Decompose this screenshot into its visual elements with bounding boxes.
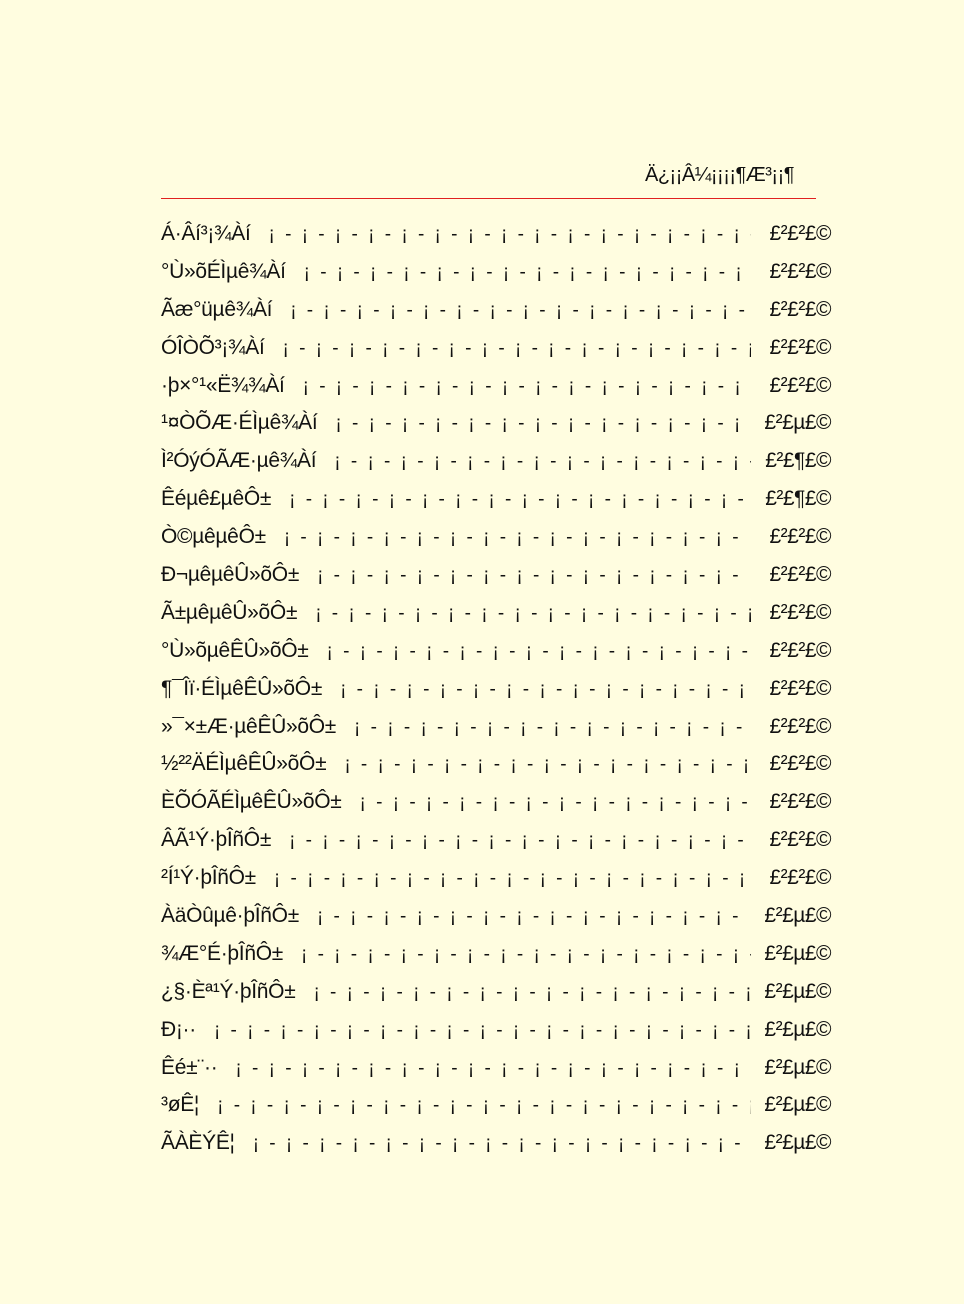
running-header: Ä¿¡¡Â¼¡¡¡¡¶Æ³¡¡¶ [644, 164, 794, 186]
toc-entry[interactable] [161, 639, 831, 677]
toc-entry[interactable] [161, 1093, 831, 1131]
toc-dot-leader [317, 565, 751, 587]
toc-entry-page-number: £²£µ£© [764, 904, 831, 928]
toc-dot-leader [334, 451, 751, 473]
toc-entry[interactable] [161, 752, 831, 790]
toc-entry-page-number: £²£²£© [769, 525, 831, 549]
toc-entry-title: ÃÀÈÝÊ¦ [161, 1131, 235, 1155]
toc-entry[interactable] [161, 298, 831, 336]
toc-entry-page-number: £²£²£© [769, 752, 831, 776]
toc-entry-title: Ì²ÓýÓÃÆ·µê¾Àí [161, 449, 317, 473]
toc-dot-leader [289, 830, 751, 852]
toc-entry-title: Á·Âí³¡¾Àí [161, 222, 251, 245]
toc-entry-title: Ò©µêµêÔ± [161, 525, 266, 549]
toc-entry[interactable] [161, 980, 831, 1018]
toc-dot-leader [360, 792, 752, 814]
toc-entry-title: °Ù»õµêÊÛ»õÔ± [161, 638, 309, 662]
toc-dot-leader [335, 413, 751, 435]
toc-entry[interactable] [161, 1018, 831, 1056]
toc-dot-leader [268, 224, 751, 246]
toc-dot-leader [344, 754, 751, 776]
toc-entry-page-number: £²£¶£© [765, 449, 831, 473]
toc-entry[interactable] [161, 1056, 831, 1094]
toc-dot-leader [217, 1095, 751, 1117]
toc-entry-page-number: £²£¶£© [765, 487, 831, 511]
toc-entry[interactable] [161, 222, 831, 260]
toc-entry-page-number: £²£²£© [769, 600, 831, 624]
toc-entry-title: ÀäÒûµê·þÎñÔ± [161, 904, 299, 928]
toc-entry-title: ¾Æ°É·þÎñÔ± [161, 941, 283, 965]
toc-entry[interactable] [161, 374, 831, 412]
toc-dot-leader [315, 603, 751, 625]
header-rule [161, 198, 816, 199]
toc-entry[interactable] [161, 942, 831, 980]
toc-entry-title: Ð¡·· [161, 1017, 196, 1041]
toc-entry[interactable] [161, 1131, 831, 1169]
toc-entry-page-number: £²£²£© [769, 563, 831, 587]
toc-entry-title: ¹¤ÒÕÆ·ÉÌµê¾Àí [161, 411, 318, 435]
toc-entry-page-number: £²£²£© [769, 790, 831, 814]
toc-entry-page-number: £²£²£© [769, 866, 831, 890]
toc-entry-page-number: £²£²£© [769, 638, 831, 662]
toc-entry-page-number: £²£²£© [769, 335, 831, 359]
toc-entry-page-number: £²£²£© [769, 373, 831, 397]
toc-entry-title: ÓÎÒÕ³¡¾Àí [161, 335, 265, 359]
toc-entry-title: ÈÕÓÃÉÌµêÊÛ»õÔ± [161, 790, 342, 814]
toc-entry-title: ³øÊ¦ [161, 1093, 200, 1117]
toc-dot-leader [282, 338, 751, 360]
toc-entry[interactable] [161, 828, 831, 866]
toc-entry[interactable] [161, 411, 831, 449]
toc-entry-page-number: £²£²£© [769, 828, 831, 852]
toc-dot-leader [303, 376, 751, 398]
toc-dot-leader [327, 641, 752, 663]
toc-entry-page-number: £²£²£© [769, 222, 831, 245]
toc-entry-title: ¶¯Îï·ÉÌµêÊÛ»õÔ± [161, 676, 323, 700]
toc-entry-title: ·þ×°¹«Ë¾¾Àí [161, 373, 285, 397]
toc-entry-page-number: £²£²£© [769, 714, 831, 738]
toc-entry-title: Ã±µêµêÛ»õÔ± [161, 600, 298, 624]
toc-dot-leader [340, 679, 751, 701]
toc-entry-page-number: £²£µ£© [764, 411, 831, 435]
toc-entry-page-number: £²£²£© [769, 676, 831, 700]
toc-entry-title: ²Í¹Ý·þÎñÔ± [161, 866, 256, 890]
toc-entry-page-number: £²£µ£© [764, 1131, 831, 1155]
toc-entry-title: »¯×±Æ·µêÊÛ»õÔ± [161, 714, 337, 738]
toc-entry-title: Êéµê£µêÔ± [161, 487, 272, 511]
toc-entry[interactable] [161, 601, 831, 639]
toc-entry[interactable] [161, 790, 831, 828]
toc-entry-page-number: £²£µ£© [764, 1017, 831, 1041]
toc-entry-page-number: £²£µ£© [764, 941, 831, 965]
toc-entry-page-number: £²£²£© [769, 259, 831, 283]
toc-dot-leader [214, 1020, 751, 1042]
toc-entry-page-number: £²£µ£© [764, 979, 831, 1003]
toc-entry-title: ÂÃ¹Ý·þÎñÔ± [161, 828, 272, 852]
toc-dot-leader [289, 489, 751, 511]
toc-dot-leader [304, 262, 751, 284]
toc-entry-title: Êé±¨·· [161, 1055, 218, 1079]
table-of-contents [161, 222, 831, 1169]
toc-entry-title: ¿§·Èª¹Ý·þÎñÔ± [161, 979, 296, 1003]
toc-entry[interactable] [161, 866, 831, 904]
toc-dot-leader [235, 1058, 751, 1080]
toc-entry[interactable] [161, 449, 831, 487]
toc-entry-title: ½²²ÄÉÌµêÊÛ»õÔ± [161, 752, 327, 776]
toc-entry-title: Ð¬µêµêÛ»õÔ± [161, 563, 300, 587]
toc-dot-leader [284, 527, 751, 549]
toc-entry[interactable] [161, 563, 831, 601]
toc-dot-leader [317, 906, 751, 928]
toc-entry[interactable] [161, 487, 831, 525]
toc-entry[interactable] [161, 677, 831, 715]
toc-entry-title: °Ù»õÉÌµê¾Àí [161, 259, 286, 283]
toc-dot-leader [313, 982, 751, 1004]
toc-dot-leader [301, 944, 751, 966]
toc-entry[interactable] [161, 715, 831, 753]
toc-dot-leader [253, 1133, 751, 1155]
toc-entry-page-number: £²£µ£© [764, 1055, 831, 1079]
toc-entry[interactable] [161, 260, 831, 298]
toc-entry-page-number: £²£µ£© [764, 1093, 831, 1117]
toc-dot-leader [274, 868, 751, 890]
toc-dot-leader [354, 717, 751, 739]
toc-dot-leader [290, 300, 751, 322]
toc-entry-title: Ãæ°üµê¾Àí [161, 297, 273, 321]
toc-entry-page-number: £²£²£© [769, 297, 831, 321]
toc-entry[interactable] [161, 525, 831, 563]
toc-entry[interactable] [161, 904, 831, 942]
toc-entry[interactable] [161, 336, 831, 374]
